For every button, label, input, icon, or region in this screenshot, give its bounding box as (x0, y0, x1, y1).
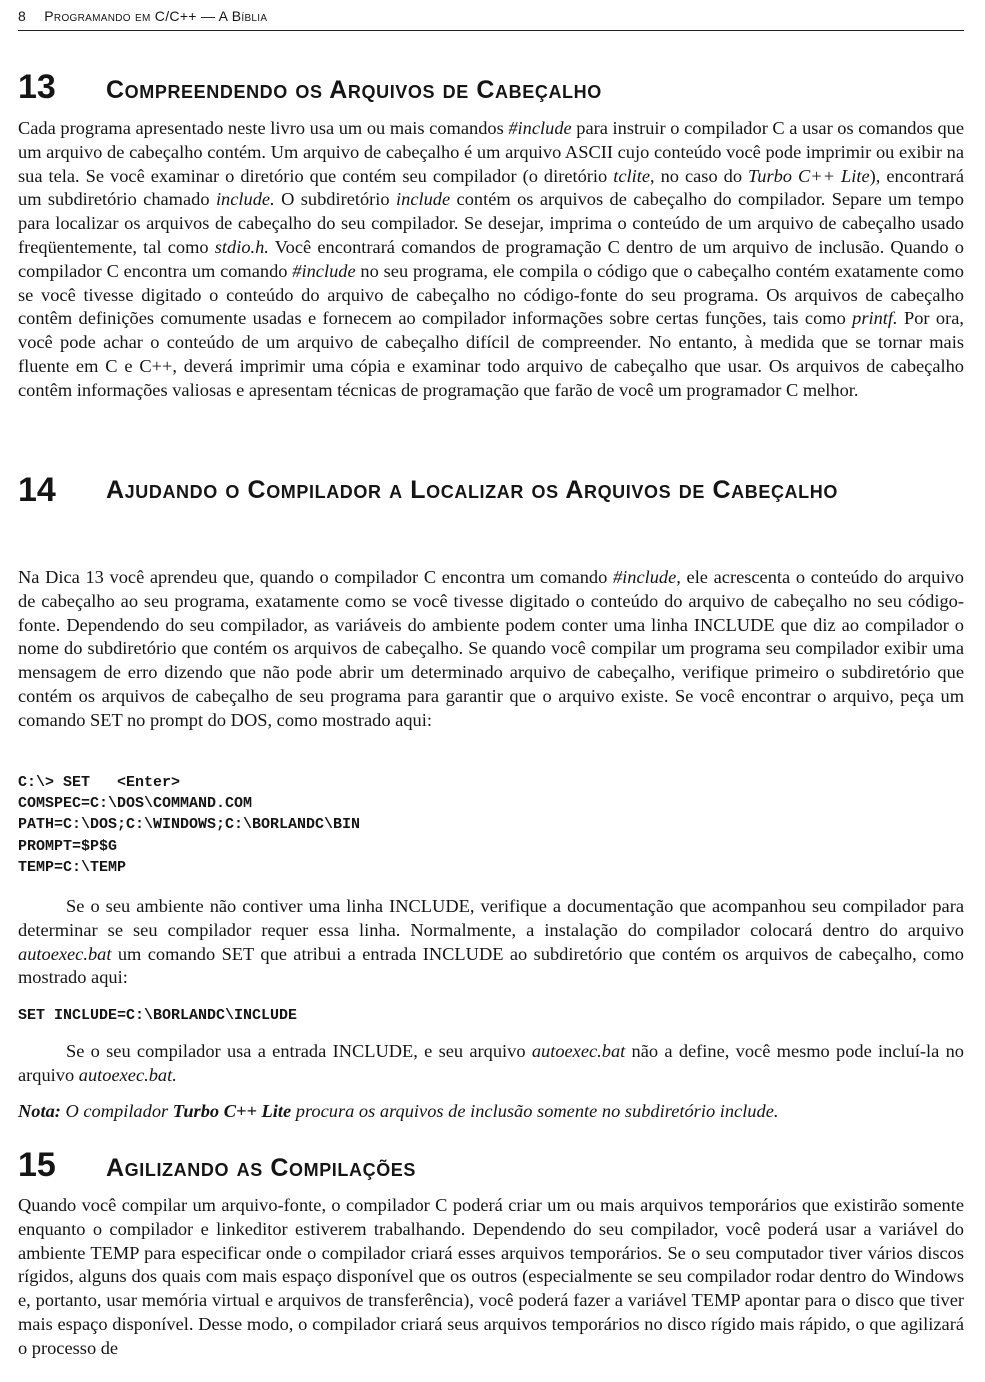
page-number: 8 (18, 8, 27, 24)
section-14-paragraph-2: Se o seu ambiente não contiver uma linha INCLUDE, verifique a documentação que acompanhou seu compilador para determinar se seu compilador requer essa linha. Normalmente, a instalação do compilador colocará dentro do arquivo autoexec.bat um comando SET que atribui a entrada INCLUDE ao subdiretório que contém os arquivos de cabeçalho, como mostrado aqui: (18, 896, 964, 988)
section-title: Compreendendo os Arquivos de Cabeçalho (106, 76, 602, 104)
running-header (18, 8, 964, 31)
section-13-heading (18, 68, 602, 107)
section-title: Ajudando o Compilador a Localizar os Arquivos de Cabeçalho (106, 476, 838, 504)
section-15-heading (18, 1146, 416, 1185)
section-14-paragraph-1: Na Dica 13 você aprendeu que, quando o compilador C encontra um comando #include, ele acrescenta o conteúdo do arquivo de cabeçalho ao seu programa, exatamente como se você tivesse digitado o conteúdo do arquivo de cabeçalho no seu código-fonte. Dependendo do seu compilador, as variáveis do ambiente podem conter uma linha INCLUDE que diz ao compilador o nome do subdiretório que contém os arquivos de cabeçalho. Se quando você compilar um programa seu compilador exibir uma mensagem de erro dizendo que não pode abrir um determinado arquivo de cabeçalho, verifique primeiro o subdiretório que contém os arquivos de cabeçalho de seu programa para garantir que o arquivo existe. Se você encontrar o arquivo, peça um comando SET no prompt do DOS, como mostrado aqui: (18, 567, 964, 730)
section-number: 14 (18, 471, 56, 509)
set-command-listing: C:\> SET <Enter> COMSPEC=C:\DOS\COMMAND.COM PATH=C:\DOS;C:\WINDOWS;C:\BORLANDC\BIN PROMPT=$P$G TEMP=C:\TEMP (18, 774, 361, 876)
book-title: Programando em C/C++ — A Bíblia (44, 8, 268, 24)
section-14-paragraph-3: Se o seu compilador usa a entrada INCLUDE, e seu arquivo autoexec.bat não a define, você mesmo pode incluí-la no arquivo autoexec.bat. (18, 1041, 964, 1085)
section-number: 15 (18, 1146, 56, 1184)
section-number: 13 (18, 68, 56, 106)
section-title: Agilizando as Compilações (106, 1154, 417, 1182)
section-14-heading (18, 466, 956, 514)
note: Nota: O compilador Turbo C++ Lite procura os arquivos de inclusão somente no subdiretório include. (18, 1101, 779, 1121)
note-label: Nota: (18, 1101, 61, 1121)
set-include-listing: SET INCLUDE=C:\BORLANDC\INCLUDE (18, 1007, 298, 1024)
section-15-paragraph: Quando você compilar um arquivo-fonte, o compilador C poderá criar um ou mais arquivos temporários que existirão somente enquanto o compilador e linkeditor estiverem trabalhando. Dependendo do seu compilador, você poderá usar a variável do ambiente TEMP para especificar onde o compilador criará esses arquivos temporários. Se o seu computador tiver vários discos rígidos, alguns dos quais com mais espaço disponível que os outros (especialmente se seu compilador rodar dentro do Windows e, portanto, usar memória virtual e arquivos de transferência), você poderá fazer a variável TEMP apontar para o disco que tiver mais espaço disponível. Desse modo, o compilador criará seus arquivos temporários no disco rígido mais rápido, o que agilizará o processo de (18, 1195, 964, 1358)
section-13-paragraph: Cada programa apresentado neste livro usa um ou mais comandos #include para instruir o compilador C a usar os comandos que um arquivo de cabeçalho contém. Um arquivo de cabeçalho é um arquivo ASCII cujo conteúdo você pode imprimir ou exibir na sua tela. Se você examinar o diretório que contém seu compilador (o diretório tclite, no caso do Turbo C++ Lite), encontrará um subdiretório chamado include. O subdiretório include contém os arquivos de cabeçalho do compilador. Separe um tempo para localizar os arquivos de cabeçalho do seu compilador. Se desejar, imprima o conteúdo de um arquivo de cabeçalho usado freqüentemente, tal como stdio.h. Você encontrará comandos de programação C dentro de um arquivo de inclusão. Quando o compilador C encontra um comando #include no seu programa, ele compila o código que o cabeçalho contém exatamente como se você tivesse digitado o conteúdo do arquivo de cabeçalho no código-fonte do seu programa. Os arquivos de cabeçalho contêm definições comumente usadas e fornecem ao compilador informações sobre certas funções, tais como printf. Por ora, você pode achar o conteúdo de um arquivo de cabeçalho difícil de compreender. No entanto, à medida que se tornar mais fluente em C e C++, deverá imprimir uma cópia e examinar todo arquivo de cabeçalho que usar. Os arquivos de cabeçalho contêm informações valiosas e apresentam técnicas de programação que farão de você um programador C melhor. (18, 118, 965, 400)
